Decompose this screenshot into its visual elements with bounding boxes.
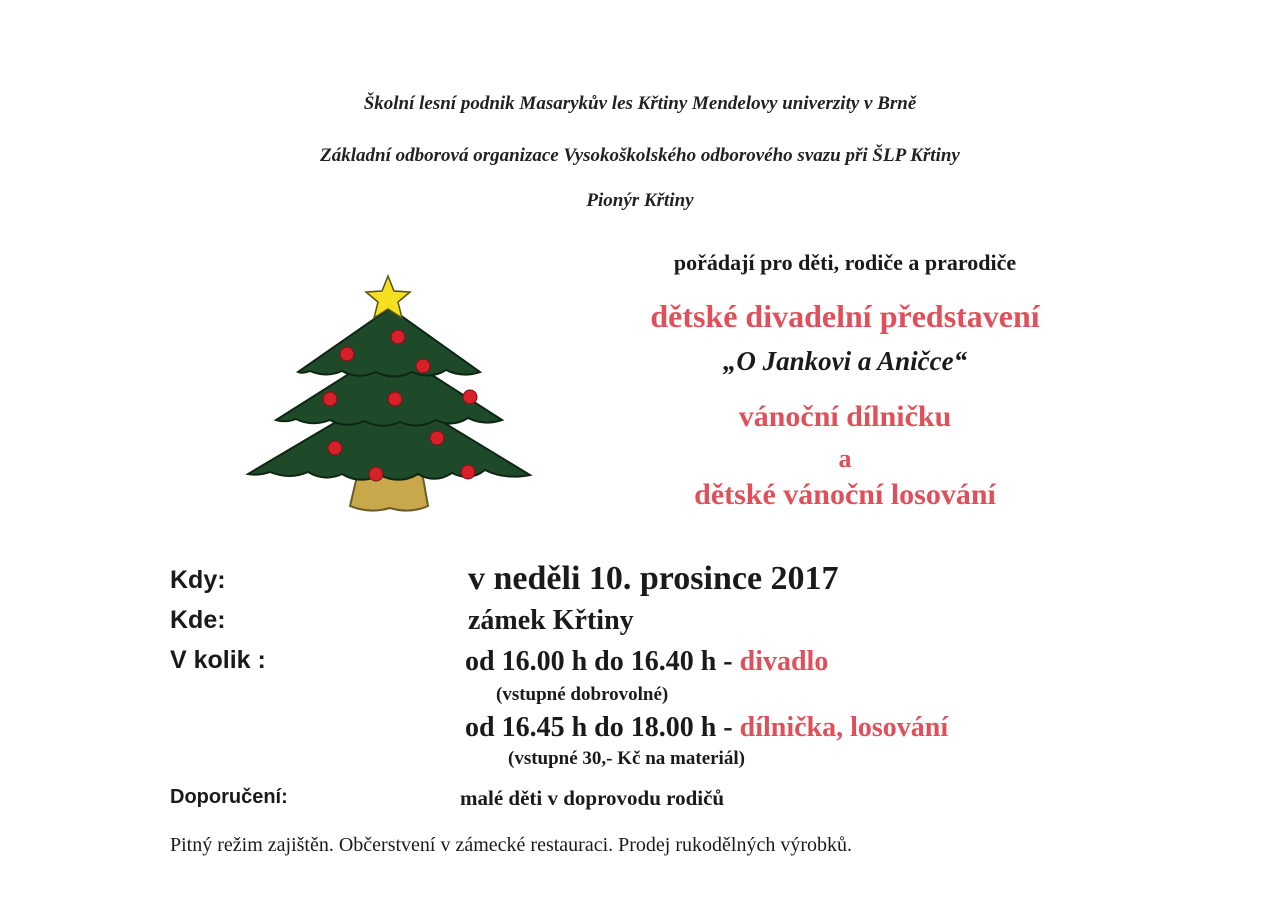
ornament-icon [416,359,430,373]
ornament-icon [340,347,354,361]
when-label: Kdy: [170,566,226,594]
christmas-tree-icon [240,270,540,520]
where-value: zámek Křtiny [468,605,634,636]
footer-note: Pitný režim zajištěn. Občerstvení v zámecké restauraci. Prodej rukodělných výrobků. [170,834,852,856]
lottery-text: dětské vánoční losování [694,478,996,511]
slot1-note: (vstupné dobrovolné) [496,684,669,705]
ornament-icon [391,330,405,344]
intro-text: pořádají pro děti, rodiče a prarodiče [673,250,1017,275]
ornament-icon [328,441,342,455]
ornament-icon [323,392,337,406]
workshop-text: vánoční dílničku [738,400,952,433]
slot1 [465,646,828,678]
organizer-3: Pionýr Křtiny [586,190,694,211]
when-value: v neděli 10. prosince 2017 [468,560,839,597]
recommend-value: malé děti v doprovodu rodičů [460,786,725,810]
recommend-label: Doporučení: [170,786,288,808]
event-title: dětské divadelní představení [650,298,1040,334]
play-name: „O Jankovi a Aničce“ [722,346,968,376]
ornament-icon [388,392,402,406]
slot2-note: (vstupné 30,- Kč na materiál) [508,748,745,769]
slot2-time: od 16.45 h do 18.00 h - [465,712,733,743]
ornament-icon [463,390,477,404]
where-label: Kde: [170,606,226,634]
conjunction-text: a [838,444,852,473]
slot1-activity: divadlo [739,646,829,677]
ornament-icon [369,467,383,481]
ornament-icon [461,465,475,479]
slot2-activity: dílnička, losování [739,712,949,743]
slot1-time: od 16.00 h do 16.40 h - [465,646,733,677]
organizer-2: Základní odborová organizace Vysokoškolského odborového svazu při ŠLP Křtiny [320,145,960,166]
organizer-1: Školní lesní podnik Masarykův les Křtiny Mendelovy univerzity v Brně [363,93,917,114]
time-label: V kolik : [170,646,266,674]
ornament-icon [430,431,444,445]
slot2 [465,712,948,744]
